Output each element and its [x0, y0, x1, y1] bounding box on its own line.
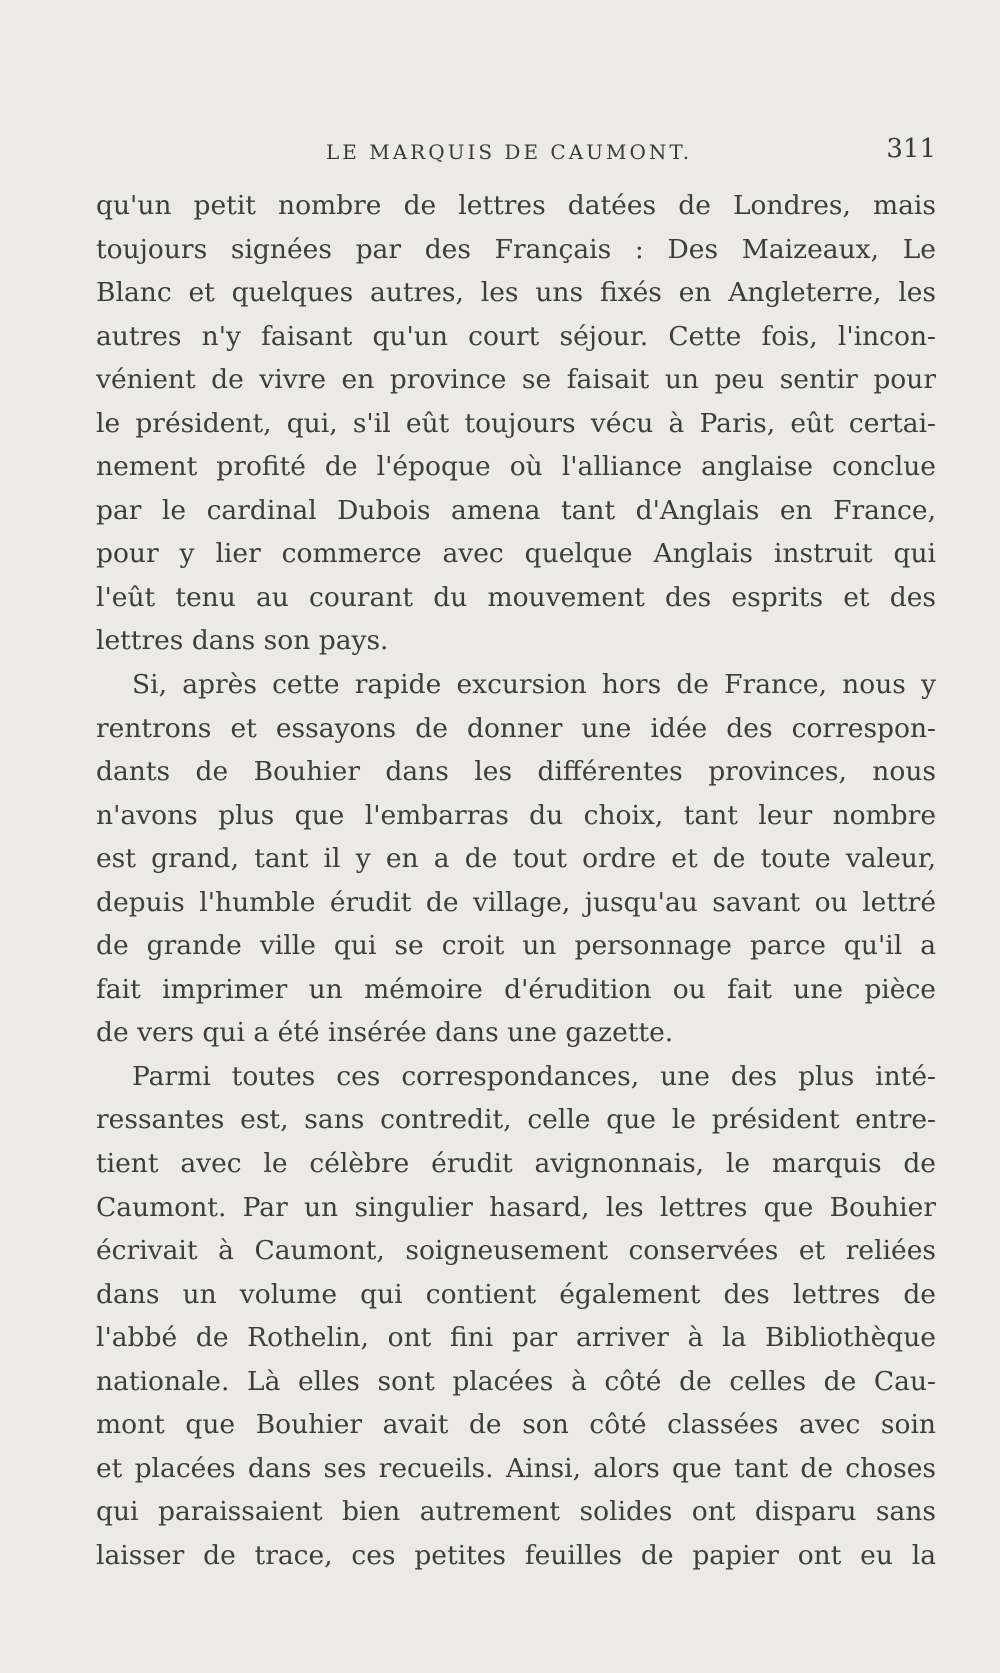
- text-line: écrivait à Caumont, soigneusement conservées et reliées: [96, 1235, 936, 1267]
- text-line: qui paraissaient bien autrement solides ont disparu sans: [96, 1496, 936, 1528]
- text-line: le président, qui, s'il eût toujours vécu à Paris, eût certai-: [96, 407, 936, 439]
- text-line: vénient de vivre en province se faisait un peu sentir pour: [96, 364, 936, 396]
- paragraph-start-line: Parmi toutes ces correspondances, une des plus inté-: [132, 1060, 936, 1092]
- text-line: dans un volume qui contient également des lettres de: [96, 1278, 936, 1310]
- text-line: qu'un petit nombre de lettres datées de Londres, mais: [96, 190, 936, 221]
- text-line: est grand, tant il y en a de tout ordre et de toute valeur,: [96, 843, 936, 875]
- page-number: 311: [886, 134, 936, 164]
- text-line: toujours signées par des Français : Des Maizeaux, Le: [96, 233, 936, 265]
- text-line: nement profité de l'époque où l'alliance anglaise conclue: [96, 451, 936, 483]
- text-line: tient avec le célèbre érudit avignonnais, le marquis de: [96, 1148, 936, 1180]
- running-title: LE MARQUIS DE CAUMONT.: [326, 140, 693, 164]
- text-line: fait imprimer un mémoire d'érudition ou fait une pièce: [96, 973, 936, 1005]
- text-line: nationale. Là elles sont placées à côté de celles de Cau-: [96, 1365, 936, 1397]
- text-line: Blanc et quelques autres, les uns fixés en Angleterre, les: [96, 277, 936, 309]
- text-line: et placées dans ses recueils. Ainsi, alors que tant de choses: [96, 1452, 936, 1484]
- text-line: ressantes est, sans contredit, celle que le président entre-: [96, 1104, 936, 1136]
- text-line: laisser de trace, ces petites feuilles de papier ont eu la: [96, 1539, 936, 1571]
- text-line: Caumont. Par un singulier hasard, les lettres que Bouhier: [96, 1191, 936, 1223]
- text-line: autres n'y faisant qu'un court séjour. Cette fois, l'incon-: [96, 320, 936, 352]
- text-line: l'abbé de Rothelin, ont fini par arriver à la Bibliothèque: [96, 1322, 936, 1354]
- body-text: [96, 184, 936, 1578]
- text-line: depuis l'humble érudit de village, jusqu'au savant ou lettré: [96, 886, 936, 918]
- text-line: de grande ville qui se croit un personnage parce qu'il a: [96, 930, 936, 962]
- text-line: lettres dans son pays.: [96, 625, 389, 657]
- running-head: [96, 134, 936, 174]
- text-line: mont que Bouhier avait de son côté classées avec soin: [96, 1409, 936, 1441]
- text-line: par le cardinal Dubois amena tant d'Anglais en France,: [96, 494, 936, 526]
- text-line: l'eût tenu au courant du mouvement des esprits et des: [96, 581, 936, 613]
- paragraph-start-line: Si, après cette rapide excursion hors de France, nous y: [132, 669, 936, 701]
- text-line: de vers qui a été insérée dans une gazette.: [96, 1017, 674, 1049]
- text-line: rentrons et essayons de donner une idée des correspon-: [96, 712, 936, 744]
- text-line: dants de Bouhier dans les différentes provinces, nous: [96, 756, 936, 788]
- text-line: pour y lier commerce avec quelque Anglais instruit qui: [96, 538, 936, 570]
- text-line: n'avons plus que l'embarras du choix, tant leur nombre: [96, 799, 936, 831]
